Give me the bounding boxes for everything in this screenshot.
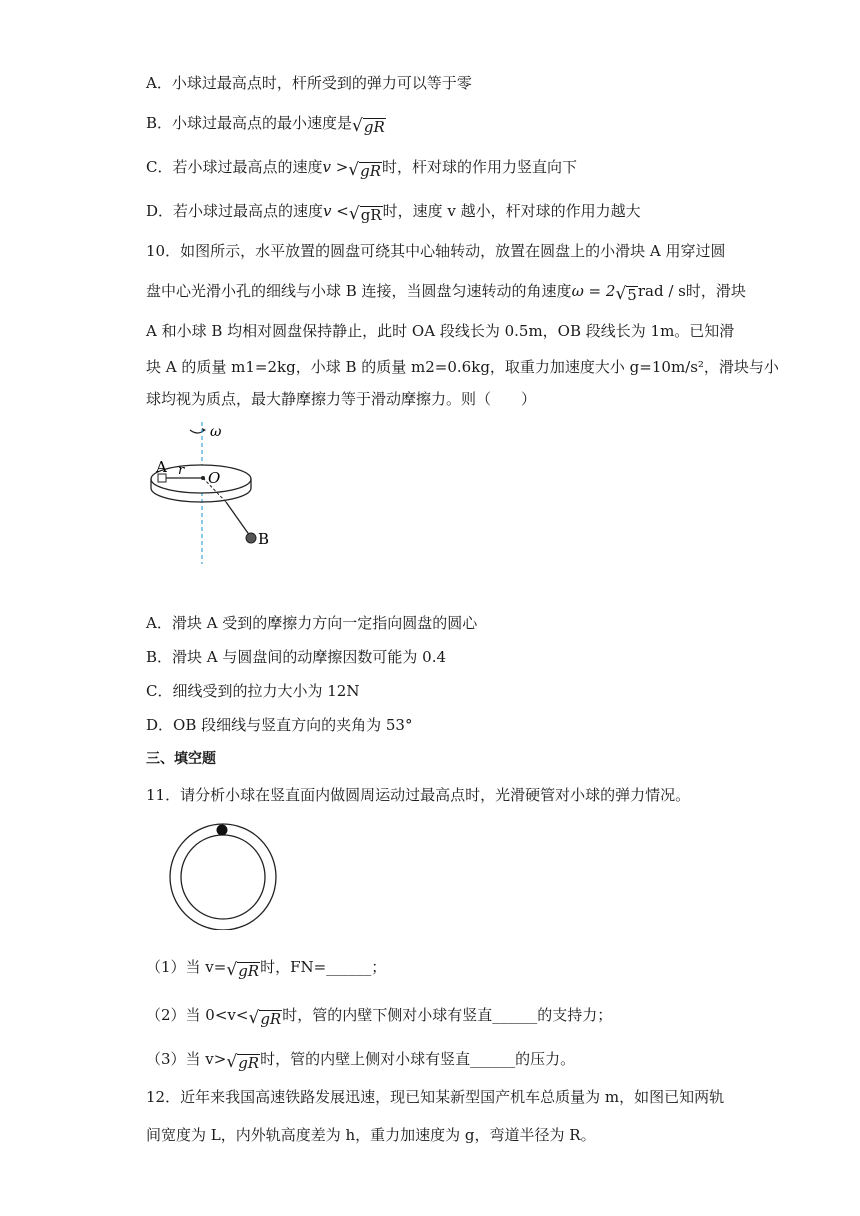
q11-part2-pre: （2）当 0<v< xyxy=(146,1006,249,1024)
q11-part2 xyxy=(146,1004,612,1027)
omega-unit: rad / s xyxy=(637,282,686,300)
q9-option-d xyxy=(146,200,641,223)
q9-option-b-text: B．小球过最高点的最小速度是 xyxy=(146,114,353,132)
sqrt-gR: √ gR xyxy=(226,1052,260,1072)
sqrt-gR: √ gR xyxy=(352,116,385,136)
q10-line5: 球均视为质点，最大静摩擦力等于滑动摩擦力。则（ ） xyxy=(146,390,537,408)
q11-part3-post: 时，管的内壁上侧对小球有竖直______的压力。 xyxy=(260,1050,576,1068)
q12-line1: 12．近年来我国高速铁路发展迅速，现已知某新型国产机车总质量为 m，如图已知两轨 xyxy=(146,1088,725,1106)
q10-option-b: B．滑块 A 与圆盘间的动摩擦因数可能为 0.4 xyxy=(146,648,447,666)
q12-line2: 间宽度为 L，内外轨高度差为 h，重力加速度为 g，弯道半径为 R。 xyxy=(146,1126,596,1144)
q9-option-c-pre: C．若小球过最高点的速度 xyxy=(146,158,323,176)
q10-option-a: A．滑块 A 受到的摩擦力方向一定指向圆盘的圆心 xyxy=(146,614,478,632)
q10-option-d: D．OB 段细线与竖直方向的夹角为 53° xyxy=(146,716,413,734)
q11-part3 xyxy=(146,1048,575,1071)
ball xyxy=(217,825,228,836)
sqrt-gR: √ gR xyxy=(348,160,382,180)
q10-disk-figure xyxy=(140,420,300,570)
q10-line2-post: 时，滑块 xyxy=(685,282,746,300)
sqrt-gR: √ gR xyxy=(226,960,260,980)
v-lt: v < xyxy=(323,202,349,220)
sqrt-5: √ 5 xyxy=(615,284,637,304)
q9-option-d-post: 时，速度 v 越小，杆对球的作用力越大 xyxy=(382,202,641,220)
q11-part1-post: 时，FN=______； xyxy=(260,958,387,976)
q10-line2 xyxy=(146,280,746,303)
section-title-fill-in: 三、填空题 xyxy=(146,751,216,767)
q11-stem: 11．请分析小球在竖直面内做圆周运动过最高点时，光滑硬管对小球的弹力情况。 xyxy=(146,786,691,804)
q11-part1 xyxy=(146,956,386,979)
q11-part2-post: 时，管的内壁下侧对小球有竖直______的支持力； xyxy=(282,1006,613,1024)
q9-option-c-post: 时，杆对球的作用力竖直向下 xyxy=(382,158,578,176)
inner-tube xyxy=(181,835,265,919)
q10-line2-pre: 盘中心光滑小孔的细线与小球 B 连接，当圆盘匀速转动的角速度 xyxy=(146,282,572,300)
label-r: r xyxy=(178,463,185,478)
ball-b xyxy=(246,533,256,543)
q10-option-c: C．细线受到的拉力大小为 12N xyxy=(146,682,360,700)
q11-tube-figure xyxy=(164,820,284,930)
q9-option-a: A．小球过最高点时，杆所受到的弹力可以等于零 xyxy=(146,74,472,92)
label-b: B xyxy=(258,530,270,548)
omega-label: ω xyxy=(210,424,222,440)
q9-option-c xyxy=(146,156,577,179)
v-gt: v > xyxy=(322,158,349,176)
sqrt-gR: √ gR xyxy=(248,1008,282,1028)
outer-tube xyxy=(170,824,276,930)
q9-option-d-pre: D．若小球过最高点的速度 xyxy=(146,202,324,220)
q11-part1-pre: （1）当 v= xyxy=(146,958,227,976)
label-a: A xyxy=(156,458,167,476)
q9-option-b xyxy=(146,112,386,135)
q10-line4: 块 A 的质量 m1=2kg，小球 B 的质量 m2=0.6kg，取重力加速度大小 g=10m/s²，滑块与小 xyxy=(146,358,779,376)
q10-line3: A 和小球 B 均相对圆盘保持静止，此时 OA 段线长为 0.5m，OB 段线长为 1m。已知滑 xyxy=(146,322,735,340)
q11-part3-pre: （3）当 v> xyxy=(146,1050,227,1068)
omega-eq: ω = 2 xyxy=(571,282,616,300)
sqrt-gR: √ gR xyxy=(348,204,382,224)
q10-line1: 10．如图所示，水平放置的圆盘可绕其中心轴转动，放置在圆盘上的小滑块 A 用穿过圆 xyxy=(146,242,726,260)
label-o: O xyxy=(208,469,221,487)
string-ob xyxy=(226,502,250,536)
